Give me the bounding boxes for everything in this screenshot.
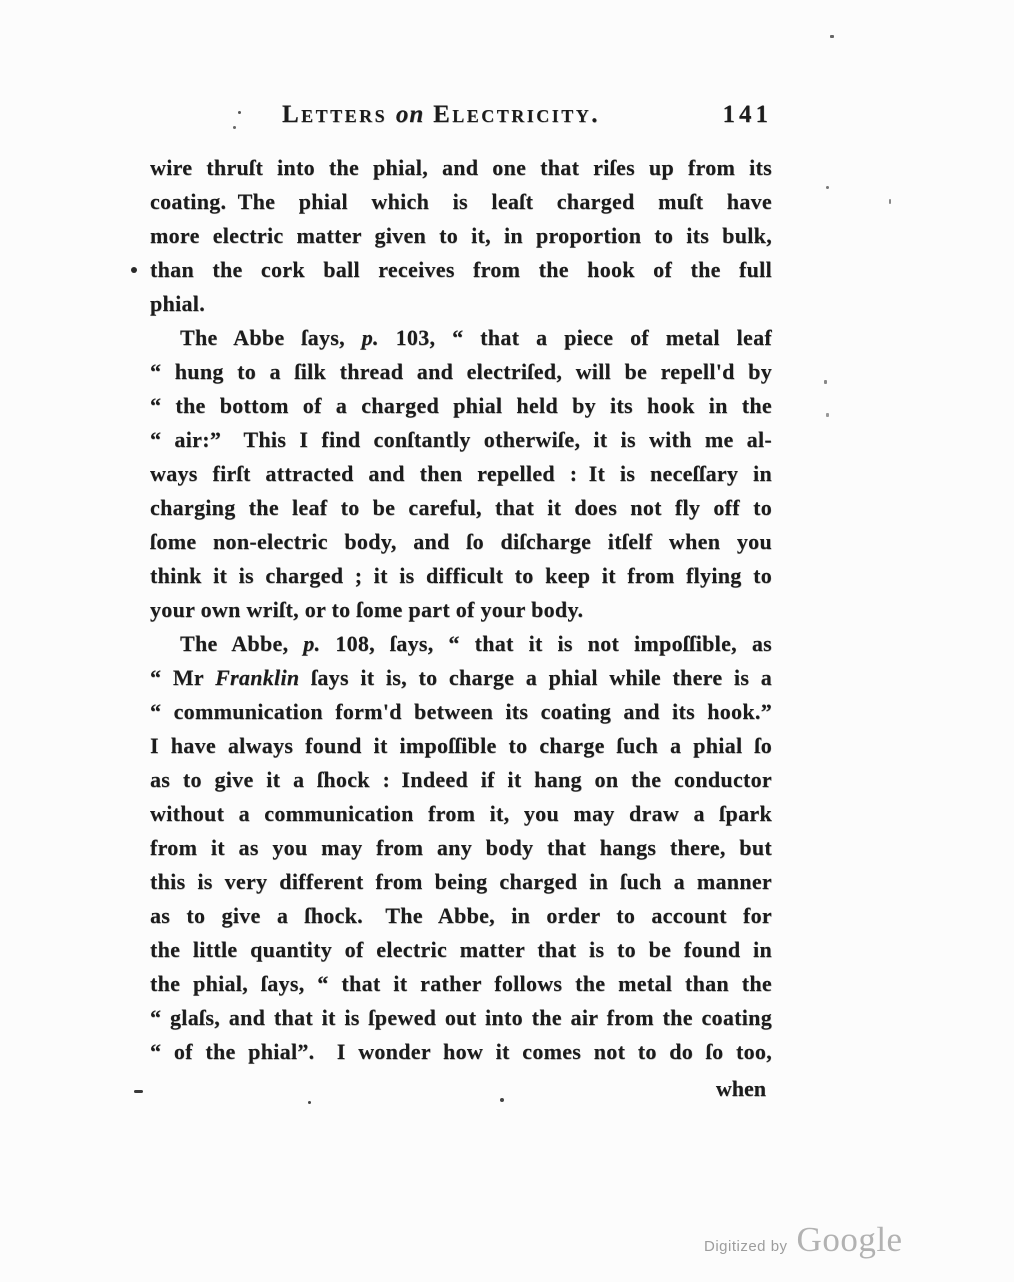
ink-speck [233, 126, 236, 129]
text-line: than the cork ball receives from the hook of the full [150, 257, 772, 282]
text-line: “ communication form'd between its coating and its hook.” [150, 699, 772, 724]
italic-text-segment: Franklin [215, 665, 300, 690]
text-line: this is very different from being charged in ſuch a manner [150, 869, 772, 894]
text-line: I have always found it impoſſible to charge ſuch a phial ſo [150, 733, 772, 758]
running-title-word: Letters [281, 101, 388, 128]
text-segment: The Abbe, [180, 631, 304, 656]
text-line: “ hung to a ſilk thread and electriſed, will be repell'd by [150, 359, 772, 384]
text-line: more electric matter given to it, in proportion to its bulk, [150, 223, 772, 248]
text-segment: 103, “ that a piece of metal leaf [378, 325, 772, 350]
text-line: charging the leaf to be careful, that it does not fly off to [150, 495, 772, 520]
page-header [150, 101, 772, 139]
text-line: from it as you may from any body that hangs there, but [150, 835, 772, 860]
text-line: “ of the phial”. I wonder how it comes not to do ſo too, [150, 1039, 772, 1064]
ink-speck [826, 413, 829, 417]
catchword: when [715, 1076, 766, 1101]
text-segment: ſays it is, to charge a phial while there is a [299, 665, 772, 690]
text-segment: The Abbe ſays, [180, 325, 362, 350]
text-line: without a communication from it, you may draw a ſpark [150, 801, 772, 826]
running-title [150, 101, 732, 129]
text-line [150, 321, 772, 355]
text-line: ways firſt attracted and then repelled : It is neceſſary in [150, 461, 772, 486]
text-line: wire thruſt into the phial, and one that riſes up from its [150, 155, 772, 180]
ink-speck [889, 199, 891, 204]
text-line [150, 627, 772, 661]
italic-text-segment: p. [303, 631, 321, 656]
text-line: as to give it a ſhock : Indeed if it hang on the conductor [150, 767, 772, 792]
ink-speck [308, 1101, 311, 1104]
text-line: “ the bottom of a charged phial held by its hook in the [150, 393, 772, 418]
page-body [150, 151, 772, 1069]
ink-speck [131, 267, 137, 273]
running-title-word-italic: on [395, 101, 425, 128]
text-line: “ air:” This I find conſtantly otherwiſe, it is with me al- [150, 427, 772, 452]
ink-speck [238, 111, 241, 114]
running-title-word: Electricity. [433, 101, 601, 128]
text-line: think it is charged ; it is difficult to keep it from flying to [150, 563, 772, 588]
text-line: ſome non-electric body, and ſo diſcharge itſelf when you [150, 529, 772, 554]
text-line: “ glaſs, and that it is ſpewed out into the air from the coating [150, 1005, 772, 1030]
italic-text-segment: p. [361, 325, 379, 350]
ink-speck [500, 1098, 504, 1102]
digitization-watermark [704, 1220, 903, 1260]
ink-speck [824, 380, 827, 384]
page-number: 141 [722, 101, 772, 128]
ink-speck [134, 1090, 143, 1093]
google-logo: Google [796, 1220, 903, 1259]
text-line: the phial, ſays, “ that it rather follows the metal than the [150, 971, 772, 996]
text-line: coating. The phial which is leaſt charged muſt have [150, 189, 772, 214]
text-line [150, 661, 772, 695]
text-segment: 108, ſays, “ that it is not impoſſible, as [320, 631, 772, 656]
watermark-text: Digitized by [704, 1238, 788, 1255]
text-line: as to give a ſhock. The Abbe, in order to account for [150, 903, 772, 928]
ink-speck [830, 35, 834, 38]
text-line: the little quantity of electric matter that is to be found in [150, 937, 772, 962]
text-line: your own wriſt, or to ſome part of your body. [150, 597, 584, 622]
text-segment: “ Mr [150, 665, 216, 690]
text-line: phial. [150, 291, 205, 316]
ink-speck [826, 186, 829, 189]
